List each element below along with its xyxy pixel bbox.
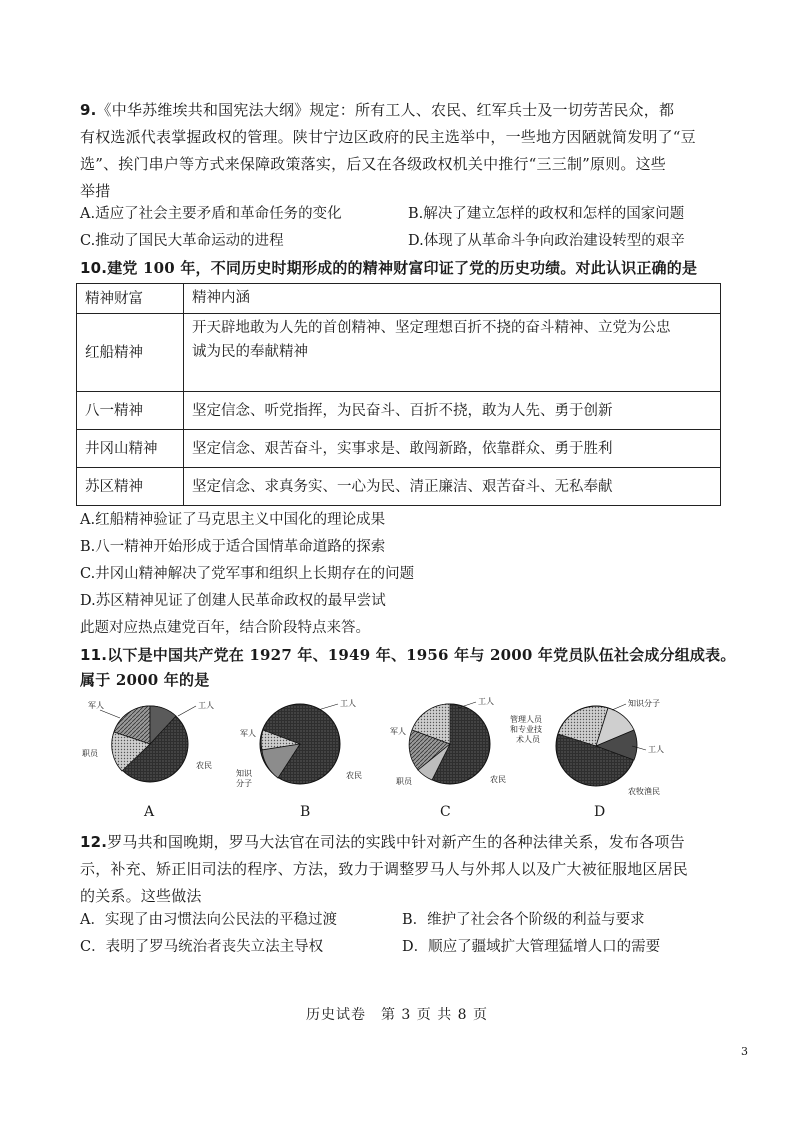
pie-c-letter: C	[440, 804, 451, 820]
table-header-cell: 精神内涵	[184, 284, 721, 314]
q12-number: 12.	[80, 833, 108, 851]
q9-option-d: D.体现了从革命斗争向政治建设转型的艰辛	[408, 233, 685, 249]
pie-d-label-manager-2: 和专业技	[510, 725, 542, 734]
pie-c-label-worker: 工人	[478, 697, 494, 706]
table-cell-content	[184, 314, 721, 392]
q11-text1: 以下是中国共产党在 1927 年、1949 年、1956 年与 2000 年党员队伍社会成分组成表。	[107, 646, 736, 664]
pie-a-letter: A	[144, 804, 155, 820]
q9-option-b: B.解决了建立怎样的政权和怎样的国家问题	[408, 206, 685, 222]
pie-b-label-intellectual-2: 分子	[236, 779, 252, 788]
pie-b	[236, 698, 362, 788]
q9-option-a: A.适应了社会主要矛盾和革命任务的变化	[80, 206, 342, 222]
pie-d-label-farmer: 农牧渔民	[628, 787, 660, 796]
content-line: 诚为民的奉献精神	[192, 344, 308, 360]
q12-option-c: C．表明了罗马统治者丧失立法主导权	[80, 939, 324, 955]
table-row	[77, 430, 721, 468]
pie-b-leader	[318, 704, 338, 710]
q11-number: 11.	[80, 646, 108, 664]
table-row	[77, 468, 721, 506]
page-number: 3	[741, 1045, 748, 1058]
q10-number: 10.	[80, 259, 108, 277]
q12-option-d: D．顺应了疆域扩大管理猛增人口的需要	[402, 939, 661, 955]
q9-option-c: C.推动了国民大革命运动的进程	[80, 233, 284, 249]
pie-b-label-worker: 工人	[340, 699, 356, 708]
q12-stem-line1	[80, 832, 730, 852]
table-cell-name: 苏区精神	[77, 468, 184, 506]
q10-note: 此题对应热点建党百年，结合阶段特点来答。	[80, 620, 370, 636]
q12-option-a: A．实现了由习惯法向公民法的平稳过渡	[80, 912, 337, 928]
pie-d-label-intellectual: 知识分子	[628, 699, 660, 708]
pie-a-label-worker: 工人	[198, 701, 214, 710]
pie-b-label-army: 军人	[240, 729, 256, 738]
pie-c-label-farmer: 农民	[490, 775, 506, 784]
pie-a-label-farmer: 农民	[196, 761, 212, 770]
pie-a-label-army: 军人	[88, 701, 104, 710]
pie-d-label-worker: 工人	[648, 745, 664, 754]
pie-c	[390, 696, 506, 786]
q10-option-d: D.苏区精神见证了创建人民革命政权的最早尝试	[80, 593, 386, 609]
q12-stem-line2: 示，补充、矫正旧司法的程序、方法，致力于调整罗马人与外邦人以及广大被征服地区居民	[80, 860, 689, 878]
pie-d	[510, 698, 664, 796]
q9-stem-line3: 选”、挨门串户等方式来保障政策落实，后又在各级政权机关中推行“三三制”原则。这些	[80, 155, 667, 173]
table-header-row	[77, 284, 721, 314]
table-cell-content: 坚定信念、求真务实、一心为民、清正廉洁、艰苦奋斗、无私奉献	[184, 468, 721, 506]
q11-stem-line2: 属于 2000 年的是	[80, 671, 210, 689]
pie-a-label-staff: 职员	[82, 749, 98, 758]
q10-option-b: B.八一精神开始形成于适合国情革命道路的探索	[80, 539, 386, 555]
pie-c-label-staff: 职员	[396, 777, 412, 786]
q9-number: 9.	[80, 101, 97, 119]
pie-d-label-manager-3: 术人员	[516, 735, 540, 744]
table-row	[77, 392, 721, 430]
q11-stem-line1	[80, 645, 736, 665]
table-cell-content: 坚定信念、艰苦奋斗，实事求是、敢闯新路，依靠群众、勇于胜利	[184, 430, 721, 468]
spirit-table	[76, 283, 721, 506]
table-cell-name: 井冈山精神	[77, 430, 184, 468]
pie-c-label-army: 军人	[390, 727, 406, 736]
table-cell-content: 坚定信念、听党指挥，为民奋斗、百折不挠，敢为人先、勇于创新	[184, 392, 721, 430]
pie-d-label-manager: 管理人员	[510, 715, 542, 724]
pie-d-letter: D	[594, 804, 606, 820]
pie-d-leader	[612, 704, 626, 710]
table-row	[77, 314, 721, 392]
pie-b-label-farmer: 农民	[346, 771, 362, 780]
q9-stem-line1	[80, 100, 730, 120]
pie-a	[82, 700, 214, 782]
pie-charts	[0, 694, 794, 824]
pie-b-label-intellectual: 知识	[236, 769, 252, 778]
pie-a-leader	[100, 710, 120, 718]
q10-text: 建党 100 年，不同历史时期形成的的精神财富印证了党的历史功绩。对此认识正确的是	[107, 259, 698, 277]
q10-option-c: C.井冈山精神解决了党军事和组织上长期存在的问题	[80, 566, 415, 582]
q9-text1: 《中华苏维埃共和国宪法大纲》规定：所有工人、农民、红军兵士及一切劳苦民众，都	[96, 101, 675, 119]
table-cell-name: 八一精神	[77, 392, 184, 430]
table-header-cell: 精神财富	[77, 284, 184, 314]
pie-b-letter: B	[300, 804, 311, 820]
q9-stem-line2: 有权选派代表掌握政权的管理。陕甘宁边区政府的民主选举中，一些地方因陋就简发明了“豆	[80, 128, 696, 146]
q12-stem-line3: 的关系。这些做法	[80, 887, 202, 905]
page-footer: 历史试卷 第 3 页 共 8 页	[305, 1007, 489, 1023]
table-cell-name: 红船精神	[77, 314, 184, 392]
q10-option-a: A.红船精神验证了马克思主义中国化的理论成果	[80, 512, 386, 528]
q12-text1: 罗马共和国晚期，罗马大法官在司法的实践中针对新产生的各种法律关系，发布各项告	[107, 833, 685, 851]
q10-stem	[80, 258, 730, 278]
q12-option-b: B．维护了社会各个阶级的利益与要求	[402, 912, 645, 928]
content-line: 开天辟地敢为人先的首创精神、坚定理想百折不挠的奋斗精神、立党为公忠	[192, 320, 671, 336]
pie-a-leader	[178, 706, 196, 716]
q9-stem-line4: 举措	[80, 182, 111, 200]
